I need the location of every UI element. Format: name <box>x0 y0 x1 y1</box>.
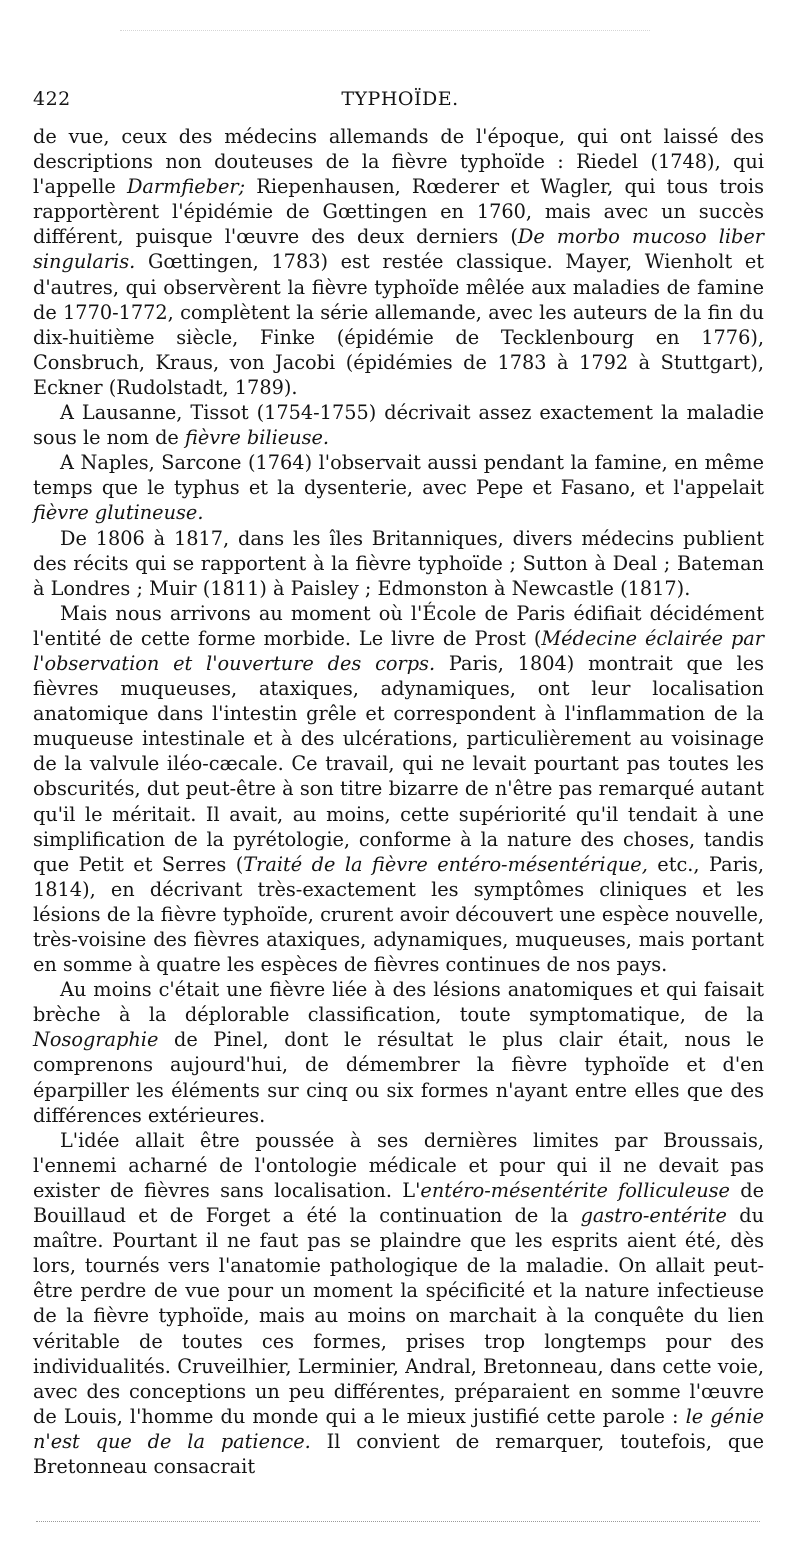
body-text <box>33 124 764 1479</box>
paragraph-3 <box>33 450 764 525</box>
text-run: Paris, 1804) montrait que les fièvres muqueuses, ataxiques, adynamiques, ont leur localisation anatomique dans l'intestin grêle et correspondent à l'inflammation de la muqueuse intestinale et à des ulcérations, particulièrement au voisinage de la valvule iléo-cæcale. Ce travail, qui ne levait pourtant pas toutes les obscurités, dut peut-être à son titre bizarre de n'être pas remarqué autant qu'il le méritait. Il avait, au moins, cette supériorité qu'il tendait à une simplification de la pyrétologie, conforme à la nature des choses, tandis que Petit et Serres ( <box>33 651 765 876</box>
italic-run: Traité de la fièvre entéro-mésentérique, <box>243 852 648 876</box>
text-run: A Naples, Sarcone (1764) l'observait aussi pendant la famine, en même temps que le typhus et la dysenterie, avec Pepe et Fasano, et l'appelait <box>33 451 764 500</box>
italic-run: fièvre bilieuse. <box>184 426 330 450</box>
text-run: Il convient de remarquer, toutefois, que Bretonneau consacrait <box>33 1429 764 1478</box>
paragraph-4 <box>33 526 764 601</box>
italic-run: De morbo mucoso liber singularis. <box>33 225 765 274</box>
running-title: TYPHOÏDE. <box>341 88 459 110</box>
text-run: etc., Paris, 1814), en décrivant très-exactement les symptômes cliniques et les lésions de la fièvre typhoïde, crurent avoir découvert une espèce nouvelle, très-voisine des fièvres ataxiques, adynamiques, muqueuses, mais portant en somme à quatre les espèces de fièvres continues de nos pays. <box>33 852 764 977</box>
paragraph-6 <box>33 977 764 1128</box>
italic-run: le génie n'est que de la patience. <box>33 1404 764 1453</box>
text-run: Riepenhausen, Rœderer et Wagler, qui tous trois rapportèrent l'épidémie de Gœttingen en 1760, mais avec un succès différent, puisque l'œuvre des deux derniers ( <box>33 175 764 249</box>
text-run: Gœttingen, 1783) est restée classique. Mayer, Wienholt et d'autres, qui observèrent la fièvre typhoïde mêlée aux maladies de famine de 1770-1772, complètent la série allemande, avec les auteurs de la fin du dix-huitième siècle, Finke (épidémie de Tecklenbourg en 1776), Consbruch, Kraus, von Jacobi (épidémies de 1783 à 1792 à Stuttgart), Eckner (Rudolstadt, 1789). <box>33 250 764 399</box>
page-number: 422 <box>33 88 71 110</box>
text-run: du maître. Pourtant il ne faut pas se plaindre que les esprits aient été, dès lors, tournés vers l'anatomie pathologique de la maladie. On allait peut-être perdre de vue pour un moment la spécificité et la nature infectieuse de la fièvre typhoïde, mais au moins on marchait à la conquête du lien véritable de toutes ces formes, prises trop longtemps pour des individualités. Cruveilhier, Lerminier, Andral, Bretonneau, dans cette voie, avec des conceptions un peu différentes, préparaient en somme l'œuvre de Louis, l'homme du monde qui a le mieux justifié cette parole : <box>33 1204 764 1428</box>
bottom-scan-mark <box>36 1521 760 1522</box>
text-run: De 1806 à 1817, dans les îles Britanniques, divers médecins publient des récits qui se rapportent à la fièvre typhoïde ; Sutton à Deal ; Bateman à Londres ; Muir (1811) à Paisley ; Edmonston à Newcastle (1817). <box>33 526 764 600</box>
paragraph-7 <box>33 1128 764 1479</box>
text-run: Au moins c'était une fièvre liée à des lésions anatomiques et qui faisait brèche à la déplorable classification, toute symptomatique, de la <box>33 978 764 1027</box>
italic-run: Darmfieber; <box>126 175 246 199</box>
paragraph-5 <box>33 601 764 977</box>
paragraph-2 <box>33 400 764 450</box>
paragraph-1 <box>33 124 764 400</box>
italic-run: entéro-mésentérite folliculeuse <box>420 1178 730 1202</box>
text-run: A Lausanne, Tissot (1754-1755) décrivait assez exactement la maladie sous le nom de <box>33 401 764 450</box>
text-run: de Pinel, dont le résultat le plus clair était, nous le comprenons aujourd'hui, de démembrer la fièvre typhoïde et d'en éparpiller les éléments sur cinq ou six formes n'ayant entre elles que des différences extérieures. <box>33 1028 764 1127</box>
italic-run: Nosographie <box>33 1028 159 1052</box>
italic-run: fièvre glutineuse. <box>33 501 204 525</box>
text-run: de vue, ceux des médecins allemands de l'époque, qui ont laissé des descriptions non douteuses de la fièvre typhoïde : Riedel (1748), qui l'appelle <box>33 125 764 199</box>
text-run: L'idée allait être poussée à ses dernières limites par Broussais, l'ennemi acharné de l'ontologie médicale et pour qui il ne devait pas exister de fièvres sans localisation. L' <box>33 1128 764 1202</box>
italic-run: Médecine éclairée par l'observation et l'ouverture des corps. <box>33 626 765 675</box>
italic-run: gastro-entérite <box>580 1204 727 1228</box>
top-scan-mark <box>120 30 650 31</box>
text-run: Mais nous arrivons au moment où l'École de Paris édifiait décidément l'entité de cette forme morbide. Le livre de Prost ( <box>33 601 764 650</box>
text-run: de Bouillaud et de Forget a été la continuation de la <box>33 1178 765 1228</box>
